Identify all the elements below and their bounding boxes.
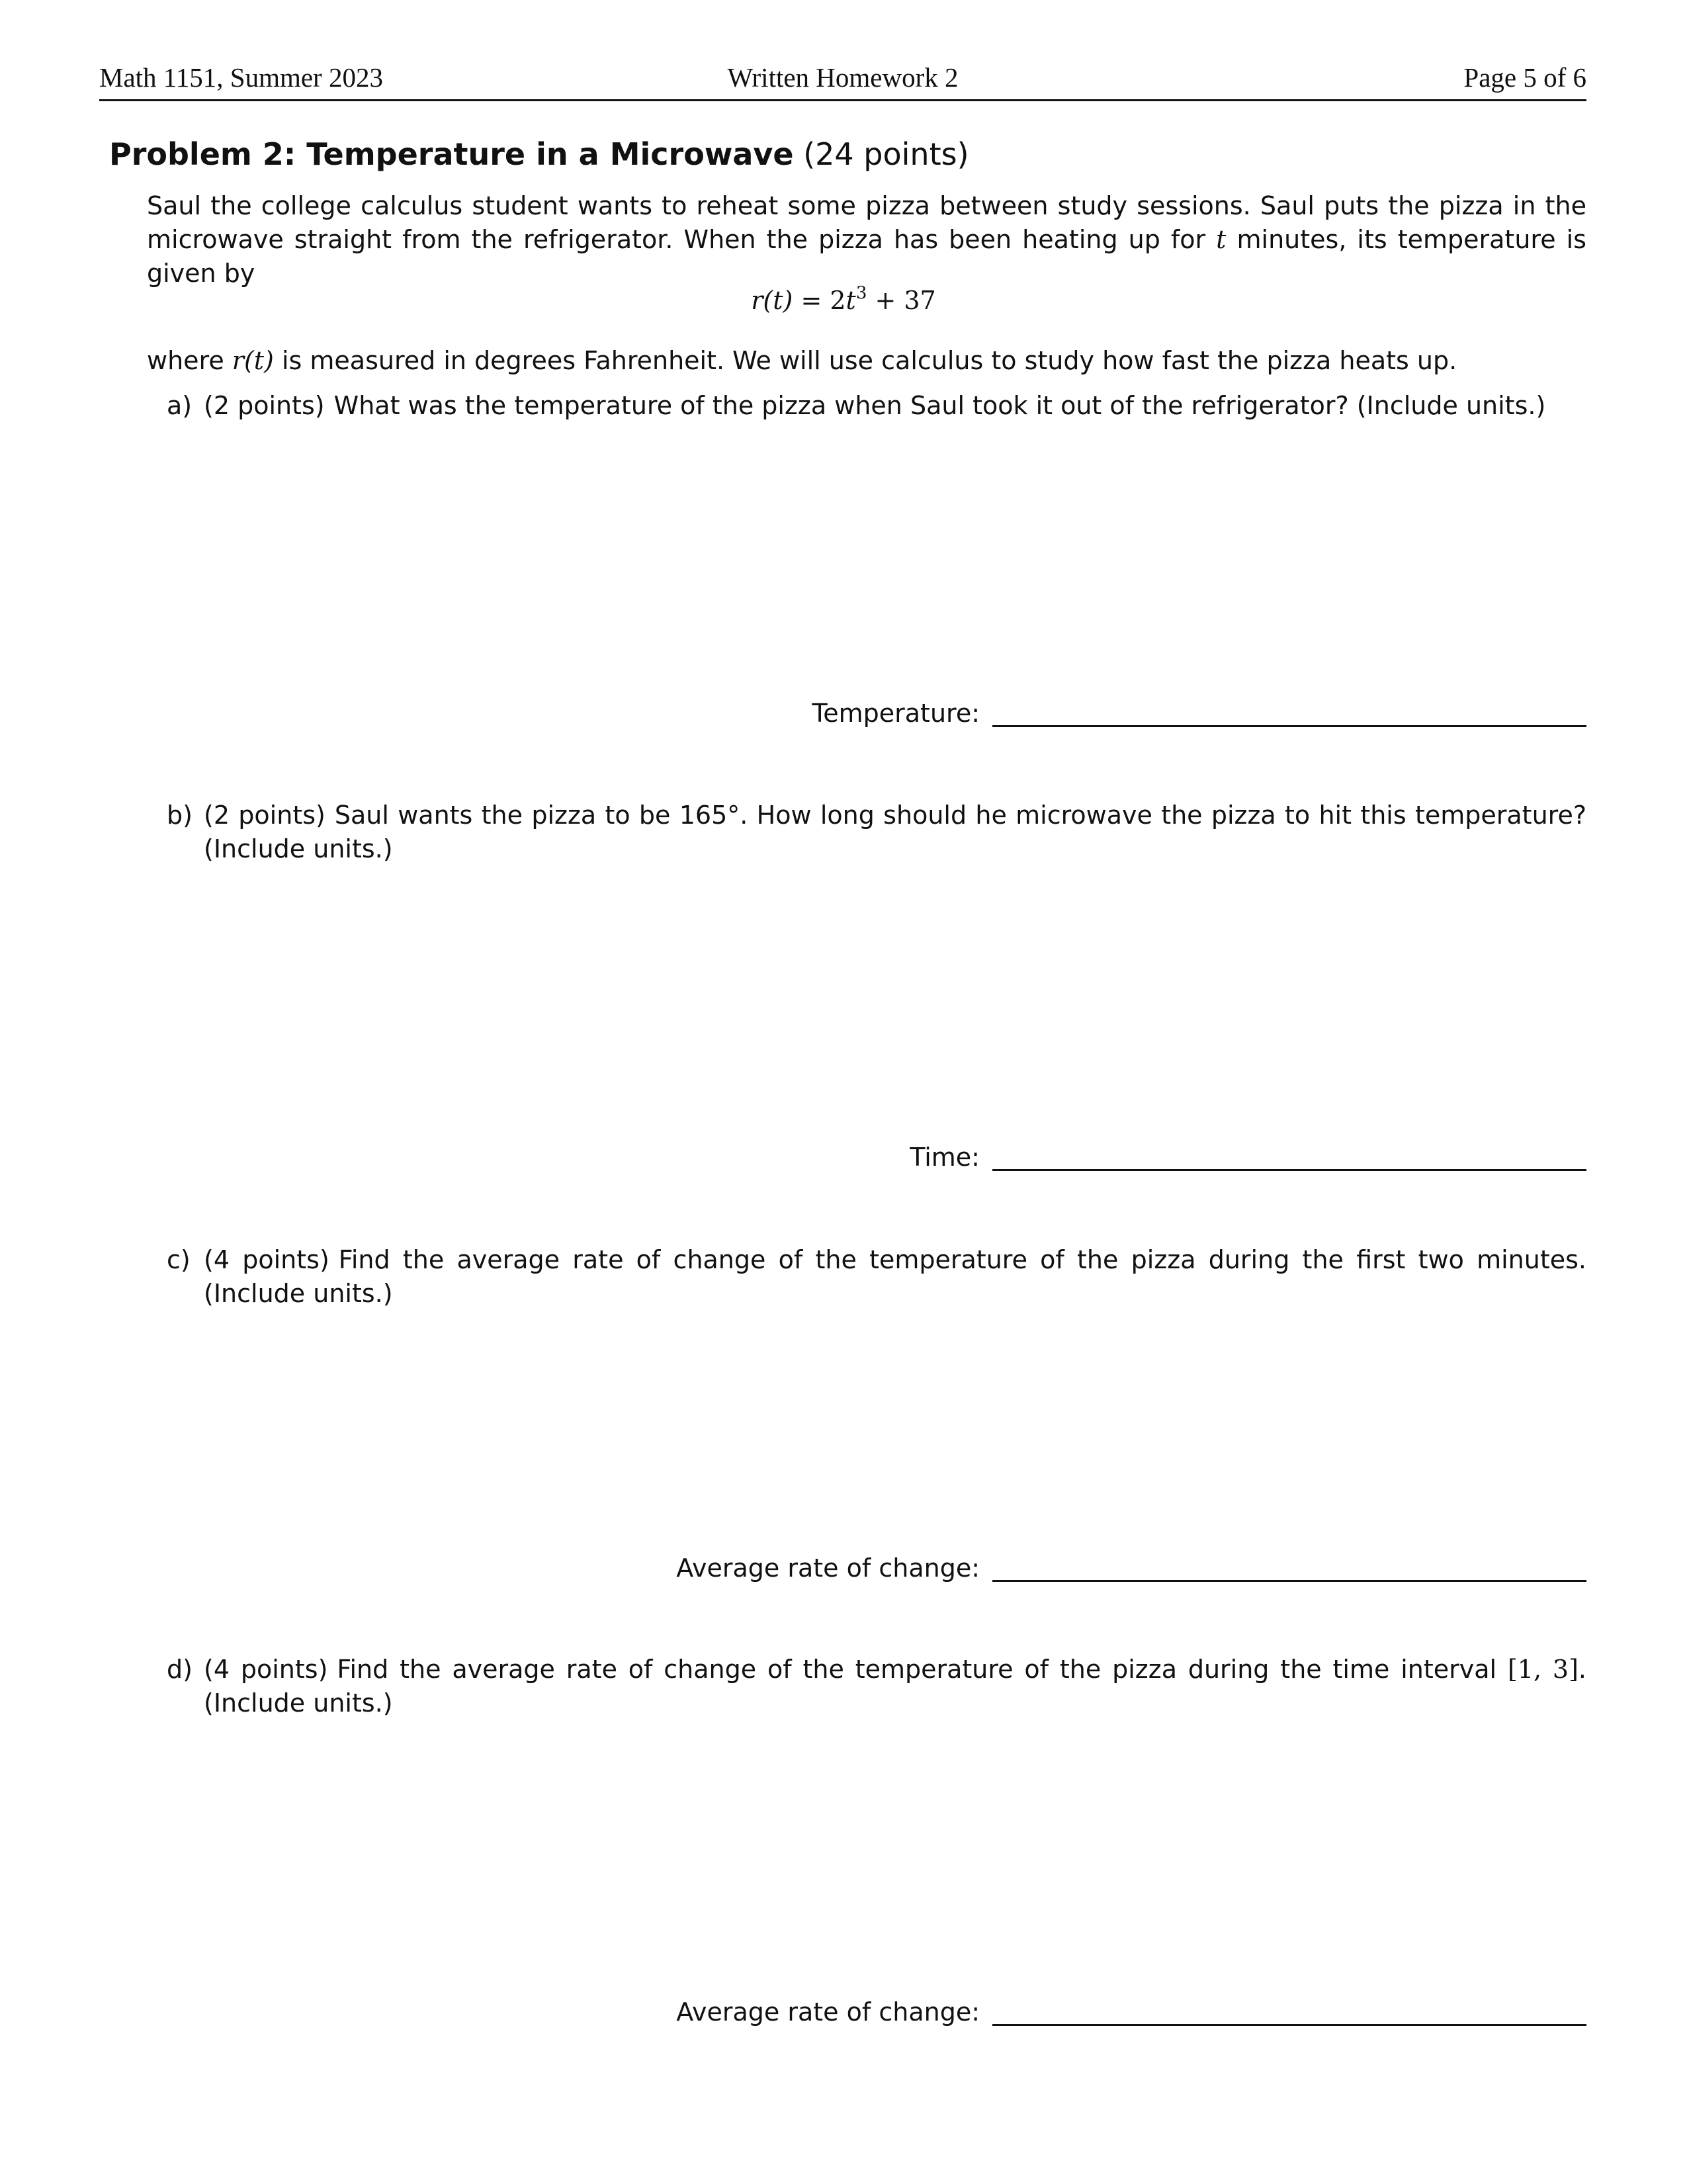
part-label: c)	[167, 1245, 191, 1274]
part-d-answer	[0, 1995, 1586, 2029]
part-c-question	[167, 1243, 1586, 1311]
problem-intro	[147, 189, 1586, 290]
formula-var: t	[845, 286, 856, 315]
page-header	[99, 61, 1586, 101]
course-name: Math 1151, Summer 2023	[99, 62, 383, 93]
part-d-question	[167, 1653, 1586, 1720]
part-a-question	[167, 389, 1586, 423]
where-function: r(t)	[232, 346, 274, 375]
formula-tail: + 37	[867, 286, 936, 315]
part-question-end: . (Include units.)	[204, 1655, 1587, 1718]
answer-label: Average rate of change:	[676, 1553, 980, 1583]
where-line	[147, 344, 1457, 378]
part-points: (2 points)	[204, 801, 325, 830]
where-before: where	[147, 346, 232, 375]
formula-lhs: r(t)	[751, 286, 793, 315]
part-label: b)	[167, 801, 193, 830]
answer-blank[interactable]	[992, 1580, 1586, 1582]
temperature-formula	[0, 283, 1687, 318]
part-question: What was the temperature of the pizza when Saul took it out of the refrigerator? (Include units.)	[333, 391, 1546, 420]
part-c-answer	[0, 1551, 1586, 1585]
problem-title	[109, 134, 969, 174]
answer-blank[interactable]	[992, 2024, 1586, 2026]
part-a-answer	[0, 696, 1586, 730]
answer-label: Temperature:	[812, 699, 980, 728]
answer-blank[interactable]	[992, 725, 1586, 727]
answer-blank[interactable]	[992, 1169, 1586, 1171]
formula-eq: = 2	[793, 286, 846, 315]
part-question: Find the average rate of change of the temperature of the pizza during the first two minutes. (Include units.)	[204, 1245, 1586, 1308]
page-number: Page 5 of 6	[1463, 62, 1586, 93]
part-points: (4 points)	[204, 1655, 328, 1684]
where-after: is measured in degrees Fahrenheit. We will use calculus to study how fast the pizza heats up.	[273, 346, 1457, 375]
time-interval: [1, 3]	[1507, 1655, 1579, 1684]
part-label: a)	[167, 391, 193, 420]
part-b-question	[167, 799, 1586, 866]
part-label: d)	[167, 1655, 193, 1684]
part-points: (4 points)	[204, 1245, 329, 1274]
assignment-title: Written Homework 2	[727, 62, 959, 93]
intro-text-1: Saul the college calculus student wants to reheat some pizza between study sessions. Saul puts the pizza in the microwave straight from the refrigerator. When the pizza has been heating up for	[147, 191, 1586, 254]
formula-exponent: 3	[855, 283, 867, 303]
problem-title-bold: Problem 2: Temperature in a Microwave	[109, 136, 794, 172]
part-points: (2 points)	[204, 391, 325, 420]
part-b-answer	[0, 1140, 1586, 1174]
problem-points: (24 points)	[803, 136, 969, 172]
answer-label: Time:	[910, 1143, 980, 1172]
part-question: Find the average rate of change of the temperature of the pizza during the time interval	[337, 1655, 1508, 1684]
part-question: Saul wants the pizza to be 165°. How long should he microwave the pizza to hit this temperature? (Include units.)	[204, 801, 1586, 863]
intro-variable-t: t	[1216, 225, 1227, 254]
intro-text-2: minutes, its temperature is given by	[147, 225, 1586, 288]
answer-label: Average rate of change:	[676, 1997, 980, 2027]
